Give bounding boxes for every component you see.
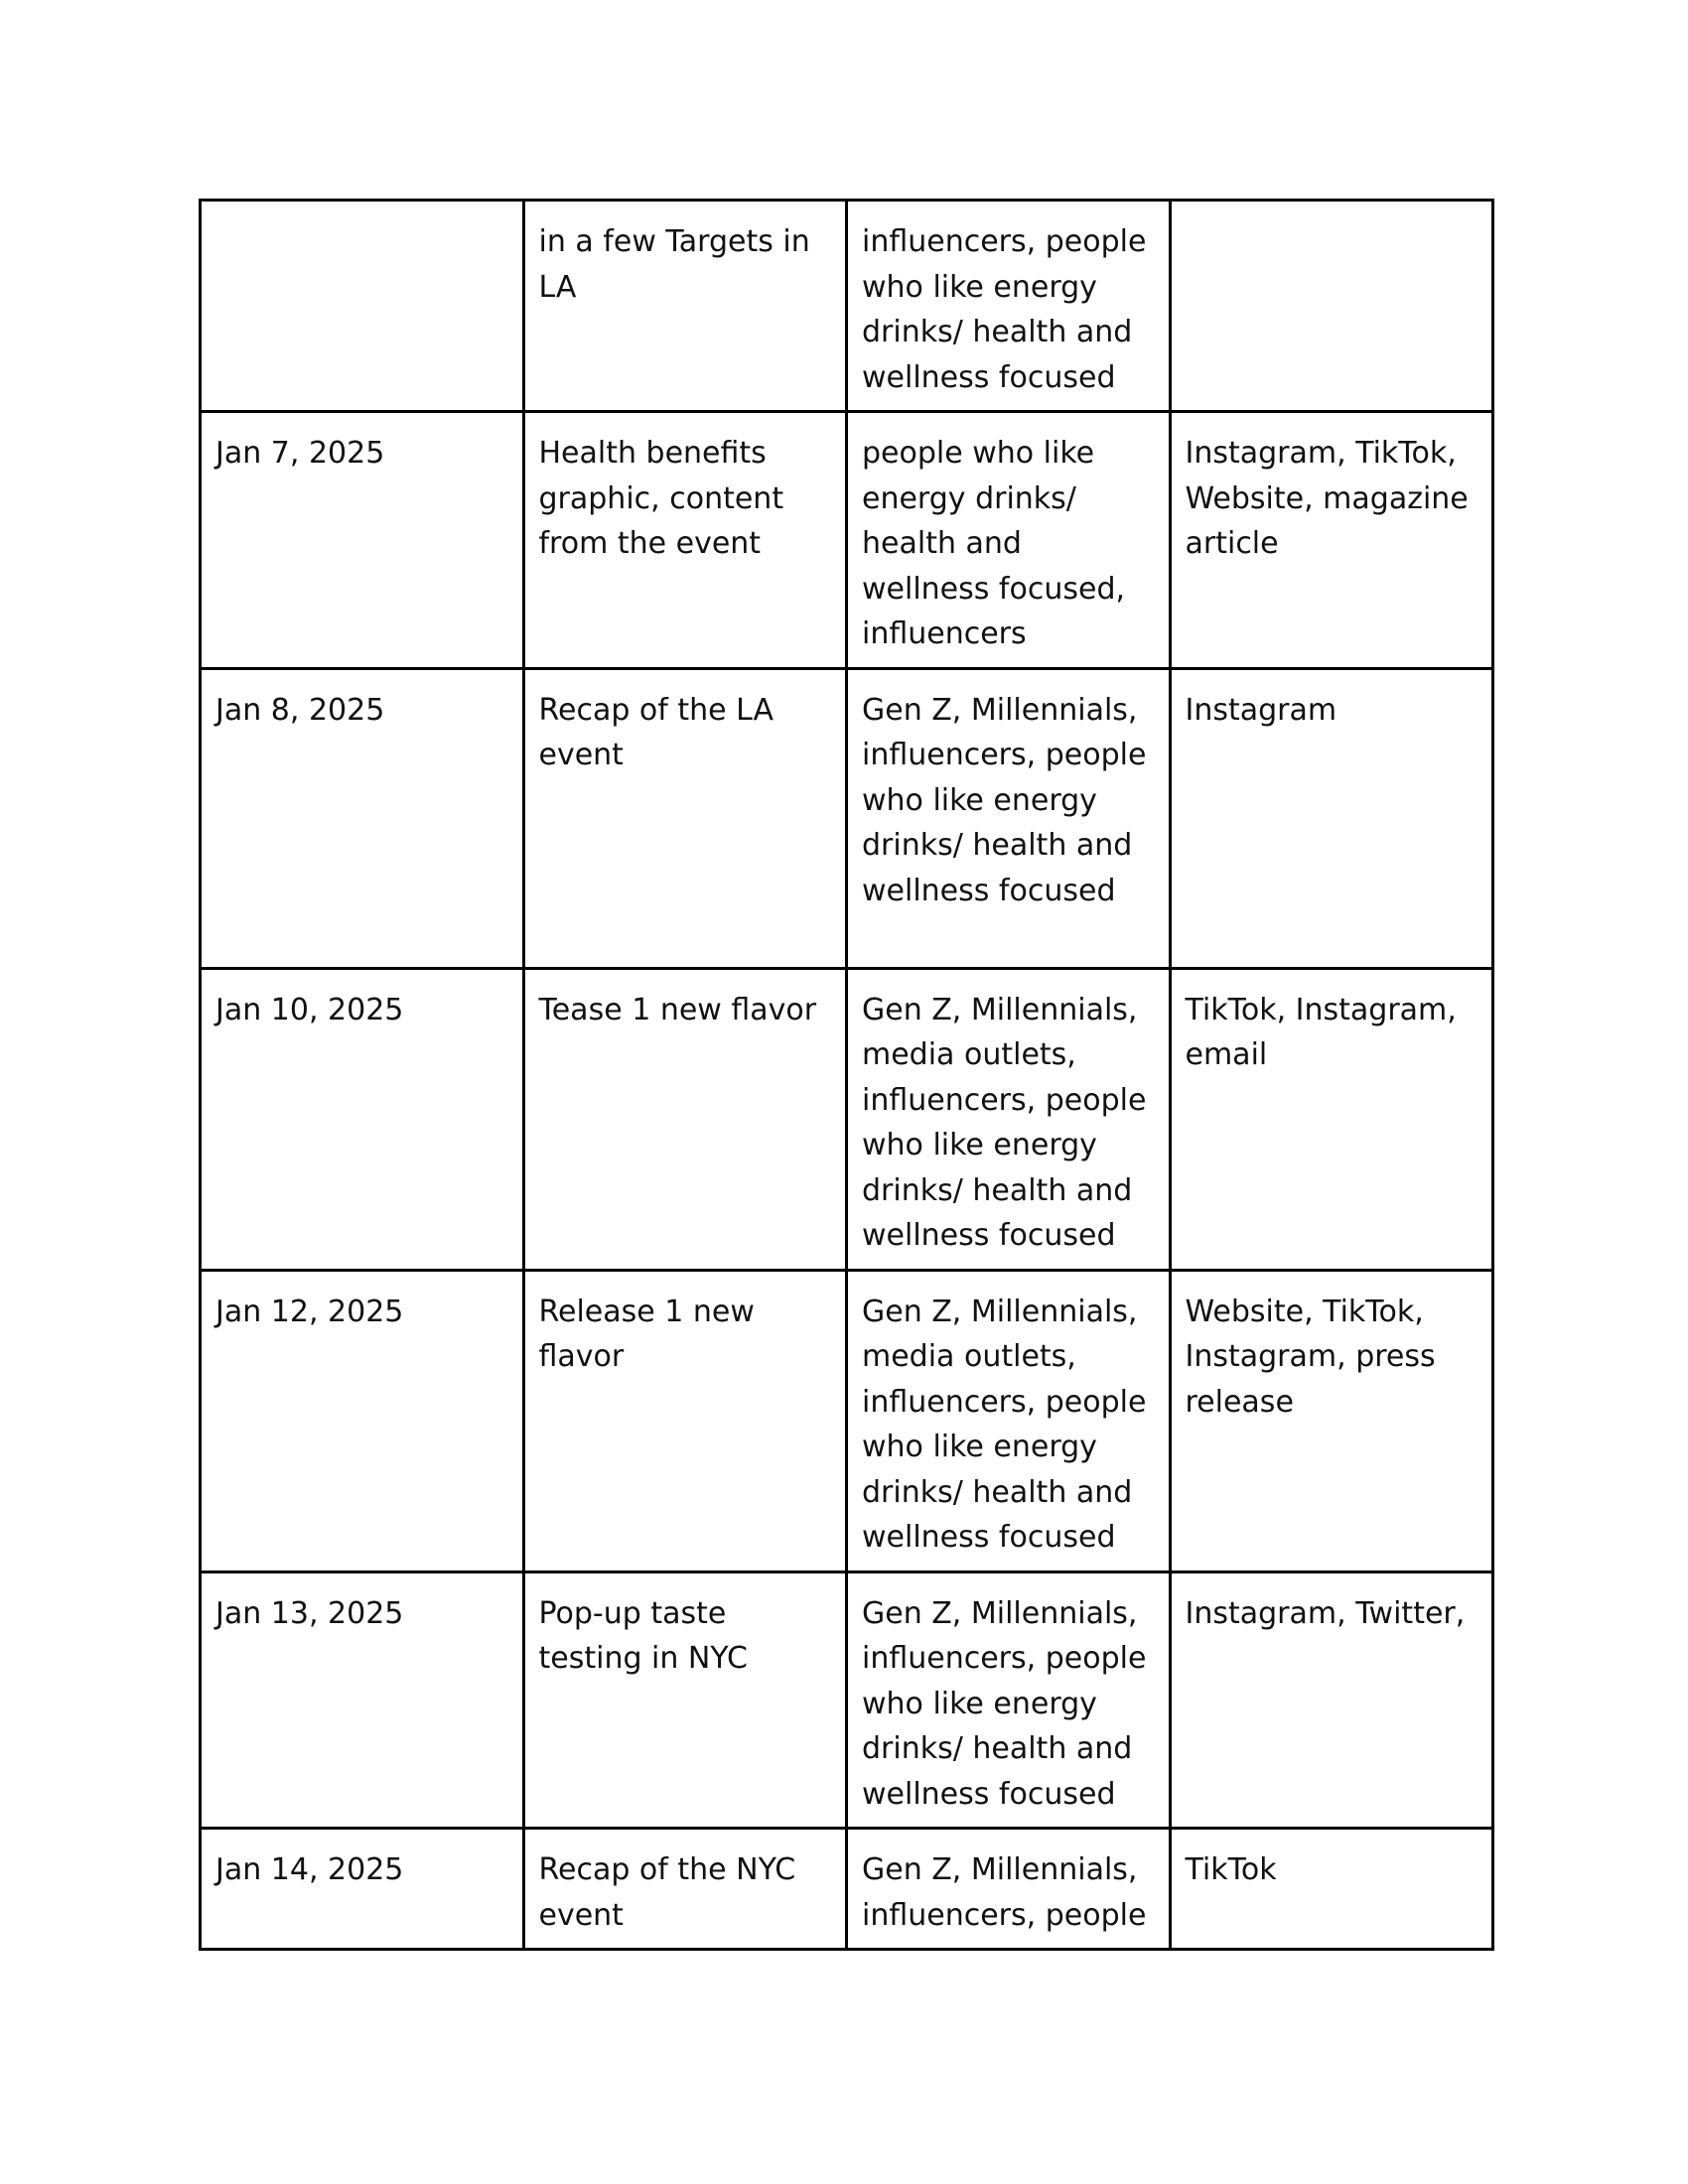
channels-cell	[1170, 412, 1493, 669]
date-cell	[201, 1270, 524, 1571]
table-row	[201, 668, 1493, 968]
content-text: Recap of the NYC event	[538, 1852, 796, 1933]
audience-cell	[847, 412, 1171, 669]
table-row	[201, 201, 1493, 412]
audience-cell	[847, 968, 1171, 1270]
channels-text: Instagram	[1185, 692, 1337, 728]
audience-cell	[847, 1571, 1171, 1829]
channels-text: Instagram, TikTok, Website, magazine article	[1185, 436, 1469, 561]
channels-cell	[1170, 668, 1493, 968]
channels-cell	[1170, 1829, 1493, 1950]
channels-text: Instagram, Twitter,	[1185, 1595, 1466, 1631]
audience-text: influencers, people who like energy drinks/ health and wellness focused	[862, 224, 1147, 395]
audience-text: Gen Z, Millennials, influencers, people	[862, 1852, 1147, 1933]
channels-text: Website, TikTok, Instagram, press release	[1185, 1294, 1436, 1420]
content-cell	[523, 668, 847, 968]
date-cell	[201, 668, 524, 968]
audience-cell	[847, 201, 1171, 412]
channels-text: TikTok, Instagram, email	[1185, 992, 1457, 1072]
audience-cell	[847, 1270, 1171, 1571]
date-cell	[201, 1829, 524, 1950]
date-cell	[201, 968, 524, 1270]
channels-cell	[1170, 201, 1493, 412]
date-text: Jan 14, 2025	[215, 1852, 404, 1887]
channels-cell	[1170, 1270, 1493, 1571]
date-text: Jan 13, 2025	[215, 1595, 404, 1631]
channels-cell	[1170, 1571, 1493, 1829]
table-row	[201, 1829, 1493, 1950]
date-text: Jan 12, 2025	[215, 1294, 404, 1329]
content-text: Tease 1 new flavor	[538, 992, 817, 1027]
content-text: Pop-up taste testing in NYC	[538, 1595, 748, 1676]
content-cell	[523, 1270, 847, 1571]
content-cell	[523, 201, 847, 412]
table-row	[201, 1571, 1493, 1829]
audience-text: Gen Z, Millennials, media outlets, influencers, people who like energy drinks/ health and wellness focused	[862, 992, 1147, 1253]
content-cell	[523, 1829, 847, 1950]
content-text: Recap of the LA event	[538, 692, 774, 772]
date-text: Jan 10, 2025	[215, 992, 404, 1027]
date-text: Jan 7, 2025	[215, 436, 385, 471]
date-cell	[201, 201, 524, 412]
content-calendar-table	[199, 199, 1494, 1951]
audience-cell	[847, 668, 1171, 968]
channels-text: TikTok	[1185, 1852, 1277, 1887]
content-cell	[523, 968, 847, 1270]
audience-text: Gen Z, Millennials, influencers, people who like energy drinks/ health and wellness focused	[862, 1595, 1147, 1812]
audience-cell	[847, 1829, 1171, 1950]
audience-text: people who like energy drinks/ health and wellness focused, influencers	[862, 436, 1126, 651]
date-cell	[201, 412, 524, 669]
audience-text: Gen Z, Millennials, media outlets, influencers, people who like energy drinks/ health and wellness focused	[862, 1294, 1147, 1555]
audience-text: Gen Z, Millennials, influencers, people who like energy drinks/ health and wellness focused	[862, 692, 1147, 908]
content-text: Release 1 new flavor	[538, 1294, 755, 1374]
content-cell	[523, 1571, 847, 1829]
date-text: Jan 8, 2025	[215, 692, 385, 728]
date-cell	[201, 1571, 524, 1829]
channels-cell	[1170, 968, 1493, 1270]
table-row	[201, 412, 1493, 669]
content-text: in a few Targets in LA	[538, 224, 810, 305]
table-row	[201, 968, 1493, 1270]
table-row	[201, 1270, 1493, 1571]
content-text: Health benefits graphic, content from the event	[538, 436, 784, 561]
content-cell	[523, 412, 847, 669]
